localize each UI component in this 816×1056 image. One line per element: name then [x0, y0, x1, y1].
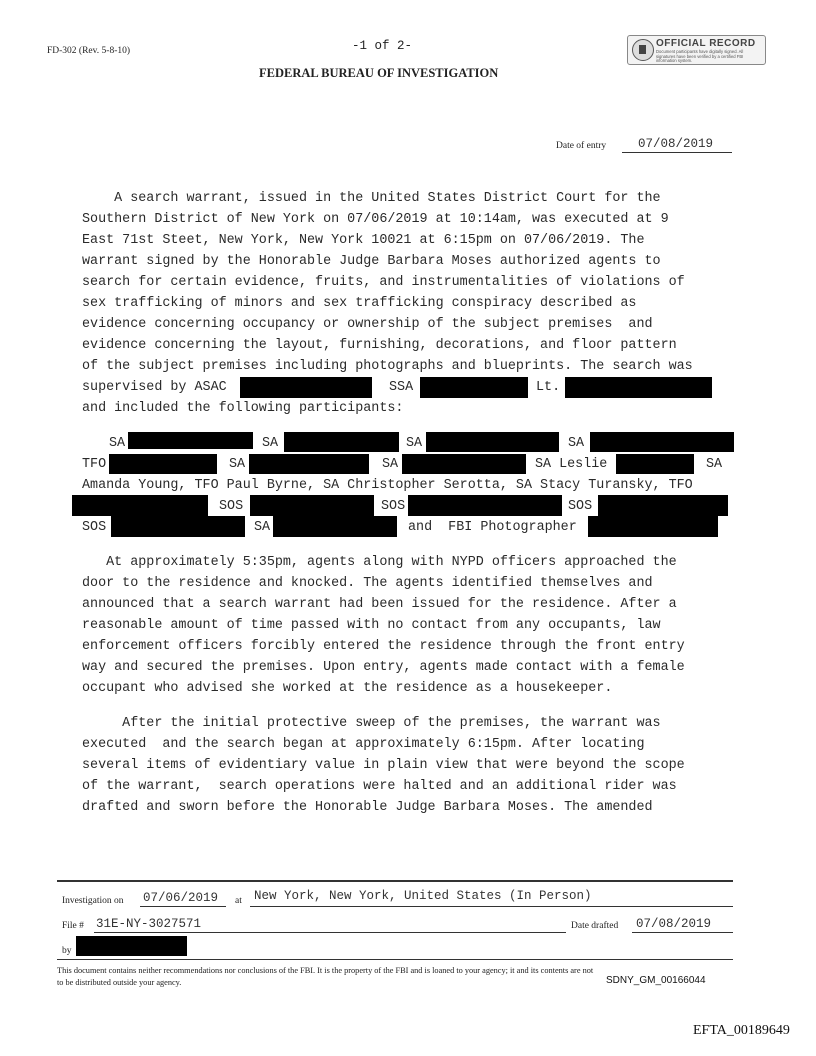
narrative-line: evidence concerning occupancy or ownership of the subject premises and — [82, 317, 653, 332]
participant-line: Amanda Young, TFO Paul Byrne, SA Christopher Serotta, SA Stacy Turansky, TFO — [82, 478, 693, 493]
date-drafted-underline — [632, 932, 733, 933]
agency-title: FEDERAL BUREAU OF INVESTIGATION — [259, 66, 499, 80]
narrative-line: A search warrant, issued in the United States District Court for the — [82, 191, 661, 206]
participant-label: TFO — [82, 457, 107, 472]
participant-label: SA — [382, 457, 399, 472]
narrative-line: drafted and sworn before the Honorable Judge Barbara Moses. The amended — [82, 800, 653, 815]
investigation-location: New York, New York, United States (In Person) — [254, 889, 592, 903]
lt-label: Lt. — [536, 380, 561, 395]
participant-label: SA — [254, 520, 271, 535]
narrative-line: reasonable amount of time passed with no contact from any occupants, law — [82, 618, 661, 633]
redaction-block — [588, 516, 718, 537]
redaction-block — [76, 936, 187, 956]
narrative-line: At approximately 5:35pm, agents along with NYPD officers approached the — [82, 555, 677, 570]
participant-label: SA — [406, 436, 423, 451]
participant-label: SOS — [82, 520, 107, 535]
participant-label: SOS — [381, 499, 406, 514]
redaction-block — [250, 495, 374, 516]
footer-bottom-rule — [57, 959, 733, 960]
narrative-line: evidence concerning the layout, furnishing, decorations, and floor pattern — [82, 338, 677, 353]
date-drafted: 07/08/2019 — [636, 917, 712, 931]
file-number: 31E-NY-3027571 — [96, 917, 202, 931]
narrative-line: of the subject premises including photographs and blueprints. The search was — [82, 359, 693, 374]
participant-label: SOS — [219, 499, 244, 514]
investigation-on-label: Investigation on — [62, 896, 124, 906]
redaction-block — [72, 495, 208, 516]
supervised-by-label: supervised by ASAC — [82, 380, 227, 395]
redaction-block — [284, 432, 399, 452]
date-of-entry-underline — [622, 152, 732, 153]
narrative-line: search for certain evidence, fruits, and instrumentalities of violations of — [82, 275, 685, 290]
file-number-underline — [94, 932, 566, 933]
narrative-line: After the initial protective sweep of the premises, the warrant was — [82, 716, 661, 731]
redaction-block — [565, 377, 712, 398]
disclaimer-line: This document contains neither recommendations nor conclusions of the FBI. It is the property of the FBI and is loaned to your agency; it and its contents are not — [57, 966, 594, 975]
at-label: at — [235, 896, 242, 906]
narrative-line: door to the residence and knocked. The agents identified themselves and — [82, 576, 653, 591]
participant-label: SA Leslie — [535, 457, 608, 472]
narrative-line: of the warrant, search operations were halted and an additional rider was — [82, 779, 677, 794]
redaction-block — [598, 495, 728, 516]
participant-label: SA — [109, 436, 126, 451]
disclaimer-line: to be distributed outside your agency. — [57, 978, 182, 987]
stamp-text: Document participants have digitally signed. All signatures have been verified by a certified FBI information system. — [656, 49, 744, 64]
narrative-line: several items of evidentiary value in plain view that were beyond the scope — [82, 758, 685, 773]
redaction-block — [402, 454, 526, 474]
narrative-line: announced that a search warrant had been issued for the residence. After a — [82, 597, 677, 612]
narrative-line: way and secured the premises. Upon entry, agents made contact with a female — [82, 660, 685, 675]
redaction-block — [616, 454, 694, 474]
form-id: FD-302 (Rev. 5-8-10) — [47, 46, 131, 56]
participant-label: SA — [229, 457, 246, 472]
participant-label: SA — [706, 457, 723, 472]
narrative-line: warrant signed by the Honorable Judge Barbara Moses authorized agents to — [82, 254, 661, 269]
redaction-block — [240, 377, 372, 398]
redaction-block — [273, 516, 397, 537]
narrative-line: East 71st Steet, New York, New York 10021 at 6:15pm on 07/06/2019. The — [82, 233, 645, 248]
file-number-label: File # — [62, 921, 84, 931]
narrative-line: Southern District of New York on 07/06/2019 at 10:14am, was executed at 9 — [82, 212, 669, 227]
redaction-block — [128, 432, 253, 449]
narrative-line: occupant who advised she worked at the residence as a housekeeper. — [82, 681, 613, 696]
redaction-block — [109, 454, 217, 474]
date-of-entry-label: Date of entry — [556, 141, 607, 151]
date-of-entry-value: 07/08/2019 — [638, 137, 714, 151]
footer-top-rule — [57, 880, 733, 882]
narrative-line: and included the following participants: — [82, 401, 404, 416]
investigation-date: 07/06/2019 — [143, 891, 219, 905]
redaction-block — [408, 495, 562, 516]
fbi-seal-icon — [632, 39, 654, 61]
redaction-block — [590, 432, 734, 452]
by-label: by — [62, 946, 72, 956]
redaction-block — [426, 432, 559, 452]
page-indicator: -1 of 2- — [352, 39, 413, 53]
ssa-label: SSA — [389, 380, 414, 395]
participant-label: SOS — [568, 499, 593, 514]
participant-label: SA — [262, 436, 279, 451]
official-record-stamp — [627, 35, 766, 65]
investigation-date-underline — [140, 906, 226, 907]
participant-label: and FBI Photographer — [408, 520, 577, 535]
location-underline — [250, 906, 733, 907]
efta-number: EFTA_00189649 — [693, 1023, 790, 1038]
stamp-title: OFFICIAL RECORD — [656, 38, 756, 49]
date-drafted-label: Date drafted — [571, 921, 619, 931]
bates-number: SDNY_GM_00166044 — [606, 975, 706, 986]
participant-label: SA — [568, 436, 585, 451]
narrative-line: executed and the search began at approximately 6:15pm. After locating — [82, 737, 645, 752]
redaction-block — [111, 516, 245, 537]
redaction-block — [420, 377, 528, 398]
redaction-block — [249, 454, 369, 474]
narrative-line: sex trafficking of minors and sex trafficking conspiracy described as — [82, 296, 637, 311]
narrative-line: enforcement officers forcibly entered the residence through the front entry — [82, 639, 685, 654]
